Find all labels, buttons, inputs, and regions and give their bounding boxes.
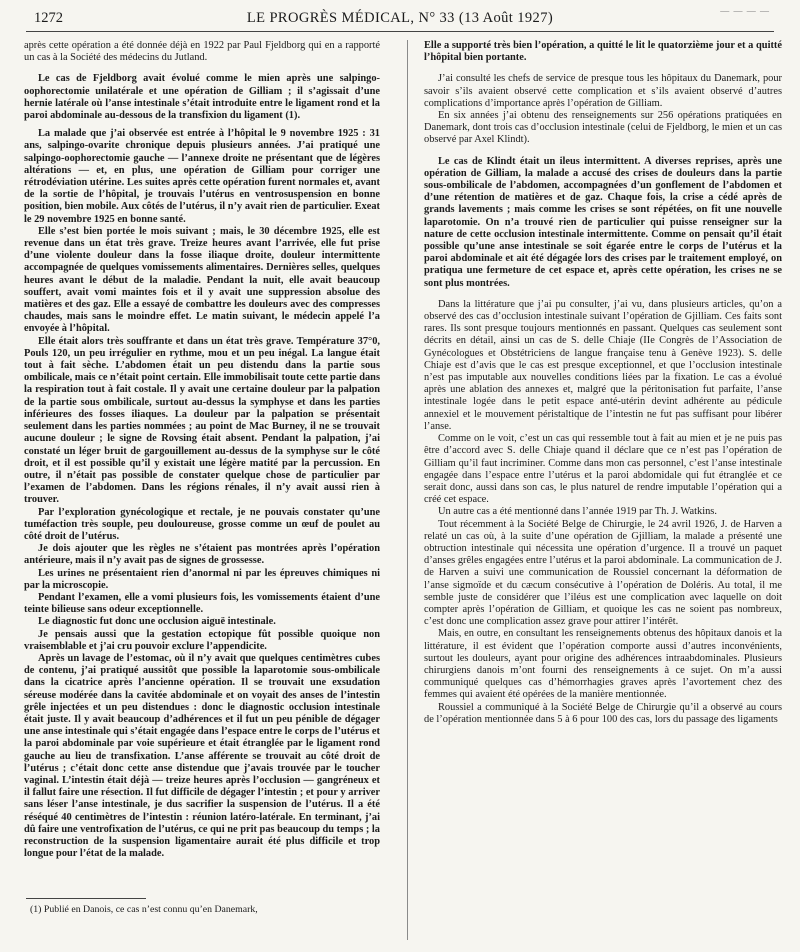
paragraph: Après un lavage de l’estomac, où il n’y avait que quelques centimètres cubes de contenu, j’ai pratiqué aussitôt que possible la laparotomie sous-ombilicale dans la cicatrice après l’ancienne opération. Il se trouvait une exsudation séreuse modérée dans la cavitée abdominale et on voyait des anses de l’intestin grêle injectées et un peu distendues : donc le diagnostic occlusion intestinale était juste. Il y avait beaucoup d’adhérences et il fut un peu pénible de dégager une anse intestinale qui s’était engagée dans l’espace entre le corps de l’utérus et la paroi abdominale par voie supérieure et était étranglée par le ligament rond gauche au lieu de transfixation. L’anse afférente se trouvait au côté droit de l’utérus ; c’était donc cette anse distendue que j’avais trouvée par le toucher vaginal. L’intestin était déjà — treize heures après l’occlusion — gangréneux et il fallut faire une résection. Il fut difficile de dégager l’intestin ; et pour y arriver sans léser l’anse intestinale, je dus sacrifier la suspension de l’utérus. Il a été réséqué 40 centimètres de l’intestin : réunion latéro-latérale. En terminant, j’ai dû faire une ventrofixation de l’utérus, ce qui ne prit pas beaucoup du temps ; la reconstruction de la suspension ligamentaire aurait été plus difficile et trop longue pour l’état de la malade. — [24, 652, 380, 860]
paragraph: Le cas de Klindt était un ileus intermittent. A diverses reprises, après une opération de Gilliam, la malade a accusé des crises de douleurs dans la partie sous-ombilicale de l’abdomen, accompagnées d’un gonflement de l’abdomen et d’une rétention de matières et de gaz. Chaque fois, la crise a cédé après de grands lavements ; mais comme les crises se sont répétées, on fit une nouvelle laparotomie. On n’a trouvé rien de particulier qui puisse renseigner sur la nature de cette occlusion intestinale intermittente. Comme on pensait qu’il était possible qu’une anse intestinale se soit égarée entre le corps de l’utérus et la paroi abdominale et ait été dégagée lors des crises par le traitement employé, on pratiqua une fermeture de cet espace et, après cette opération, les crises ne se sont plus montrées. — [424, 155, 782, 289]
paragraph: Elle était alors très souffrante et dans un état très grave. Température 37°0, Pouls 120, un peu irrégulier en rythme, mou et un peu inégal. La langue était tout à fait sèche. L’abdomen était un peu distendu dans la partie sous ombilicale, mais ce n’était point certain. Elle immobilisait toute cette partie dans la respiration tout à fait costale. Il y avait une certaine douleur par la palpation de la partie sous ombilicale, surtout au-dessus la symphyse et dans les parties inférieures des fosses iliaques. La douleur par la palpation se présentait seulement dans les parties nommées ; au point de Mac Burney, il ne se trouvait aucune douleur ; le signe de Rovsing était absent. Pendant la palpation, j’ai constaté un léger bruit de gargouillement au-dessus de la symphyse sur le côté droit, et il est possible qu’il y existait une légère matité par la percussion. En outre, il n’était pas possible de constater quelque chose de particulier par l’examen de l’abdomen. Dans les régions rénales, il n’y avait aussi rien à trouver. — [24, 335, 380, 506]
paragraph: En six années j’ai obtenu des renseignements sur 256 opérations pratiquées en Danemark, dont trois cas d’occlusion intestinale (celui de Fjeldborg, le mien et un cas observé par Axel Klindt). — [424, 110, 782, 146]
paragraph: Je dois ajouter que les règles ne s’étaient pas montrées après l’opération antérieure, mais il n’y avait pas de signes de grossesse. — [24, 543, 380, 567]
paragraph: Tout récemment à la Société Belge de Chirurgie, le 24 avril 1926, J. de Harven a relaté un cas où, à la suite d’une opération de Gjilliam, la malade a présenté une obtruction intestinale qui nécessita une opération d’urgence. Il a trouvé un paquet d’anses grêles engagées entre l’utérus et la paroi abdominale. La communication de J. de Harven a suivi une communication de Roussiel concernant la déformation de l’anse sigmoïde et du cæcum consécutive à l’opération de Doléris. Au total, il me semble juste de considérer que l’iléus est une complication avec laquelle on doit compter après l’opération de Gilliam, et quoique les cas ne soient pas nombreux, c’est donc une complication assez grave pour attirer l’intérêt. — [424, 518, 782, 628]
paragraph: Comme on le voit, c’est un cas qui ressemble tout à fait au mien et je ne puis pas être d’accord avec S. delle Chiaje quand il déclare que ce n’est pas l’opération de Gilliam qu’il faut incriminer. Comme dans mon cas personnel, c’est l’anse intestinale engagée dans l’espace entre l’utérus et la paroi abdomidale qui fut étranglée et ce serait donc, aussi dans son cas, le plus naturel de rendre imputable l’opération qui a créé cet espace. — [424, 433, 782, 506]
paragraph: Le diagnostic fut donc une occlusion aiguë intestinale. — [38, 616, 276, 628]
running-title: LE PROGRÈS MÉDICAL, N° 33 (13 Août 1927) — [246, 10, 554, 26]
footnote: (1) Publié en Danois, ce cas n’est connu qu’en Danemark, — [30, 904, 258, 915]
column-divider — [407, 40, 408, 940]
paragraph: après cette opération a été donnée déjà en 1922 par Paul Fjeldborg qui en a rapporté un cas à la Société des médecins du Jutland. — [24, 40, 380, 64]
left-column — [24, 40, 380, 948]
page-number: 1272 — [34, 10, 63, 26]
paragraph: Les urines ne présentaient rien d’anormal ni par les épreuves chimiques ni par la microscopie. — [24, 567, 380, 591]
paragraph: Dans la littérature que j’ai pu consulter, j’ai vu, dans plusieurs articles, qu’on a observé des cas d’occlusion intestinale suivant l’opération de Gjilliam. Ces faits sont rares. Ils sont presque toujours mentionnés en passant. Quelques cas seulement sont décrits en détail, ainsi un cas de S. delle Chiaje (IIe Congrès de l’Association de Gynécologues et Obstétriciens de langue française tenu à Genève 1923). S. delle Chiaje est d’avis que le cas est presque exceptionnel, et que l’occlusion intestinale n’est pas imputable aux nouvelles conditions liées par la fixation. Le cas a évolué après une ablation des annexes et, malgré que la péritonisation fut parfaite, l’anse intestinale logée dans le petit espace anté-utérin devint adhérente au pédicule annexiel et le mouvement péristaltique de l’intestin ne fut pas suffisant pour libérer l’anse. — [424, 298, 782, 432]
paragraph: Elle a supporté très bien l’opération, a quitté le lit le quatorzième jour et a quitté l’hôpital bien portante. — [424, 40, 782, 64]
paragraph: La malade que j’ai observée est entrée à l’hôpital le 9 novembre 1925 : 31 ans, salpingo-ovarite chronique depuis plusieurs années. J’ai pratiqué une salpingo-oophorectomie gauche — l’annexe droite ne présentant que de légères altérations — et, en plus, une opération de Gilliam pour corriger une rétrodéviation utérine. Les suites après cette opération furent normales et, avant de la sortie de l’hôpital, je trouvais l’utérus en ventrosuspension en bonne position, bien mobile. Aux côtés de l’utérus, il n’y avait rien de particulier. Exeat le 29 novembre 1925 en bonne santé. — [24, 128, 380, 225]
paragraph: Elle s’est bien portée le mois suivant ; mais, le 30 décembre 1925, elle est revenue dans un état très grave. Treize heures avant l’arrivée, elle fut prise d’une violente douleur dans la fosse iliaque droite, douleur intermittente accompagnée de quelques vomissements alimentaires. Dernières selles, quelques heures avant le début de la maladie. Pendant la nuit, elle avait beaucoup souffert, avait vomi maintes fois et il y avait une suppression absolue des matières et des gaz. Elle a essayé de combattre les douleurs avec des compresses chaudes, mais sans le moindre effet. Le matin suivant, le médecin appelé l’a envoyée à l’hôpital. — [24, 225, 380, 335]
paragraph: Pendant l’examen, elle a vomi plusieurs fois, les vomissements étaient d’une teinte bilieuse sans odeur exceptionnelle. — [24, 591, 380, 616]
paragraph: Un autre cas a été mentionné dans l’année 1919 par Th. J. Watkins. — [438, 506, 717, 518]
paragraph: J’ai consulté les chefs de service de presque tous les hôpitaux du Danemark, pour savoir s’ils avaient observé cette complication et s’ils avaient observé d’autres complications d’importance après l’opération de Gilliam. — [424, 73, 782, 109]
right-column — [424, 40, 782, 948]
paragraph: Je pensais aussi que la gestation ectopique fût possible quoique non vraisemblable et j’ai cru pouvoir exclure l’appendicite. — [24, 628, 380, 652]
paragraph: Roussiel a communiqué à la Société Belge de Chirurgie qu’il a observé au cours de l’opération mentionnée dans 5 à 6 pour 100 des cas, lors du passage des ligaments — [424, 701, 782, 725]
page-header — [26, 6, 774, 32]
paragraph: Par l’exploration gynécologique et rectale, je ne pouvais constater qu’une tuméfaction très souple, peu douloureuse, grosse comme un œuf de poulet au côté droit de l’utérus. — [24, 506, 380, 542]
paragraph: Le cas de Fjeldborg avait évolué comme le mien après une salpingo-oophorectomie unilatérale et une opération de Gilliam ; il s’agissait d’une hernie latérale où l’anse intestinale s’était introduite entre le ligament rond et la paroi abdominale au-dessous de la transfixion du ligament (1). — [24, 73, 380, 122]
top-mark: — — — — — [720, 6, 770, 16]
paragraph: Mais, en outre, en consultant les renseignements obtenus des hôpitaux danois et la littérature, il est évident que l’opération comporte aussi d’autres inconvénients, surtout les douleurs, ayant pour origine des adhérences intraabdominales. Plusieurs chirurgiens danois m’ont fourni des renseignements à ce sujet. On m’a aussi communiqué quelques cas d’hémorrhagies graves après l’avortement chez des femmes qui avaient été opérées de la manière mentionnée. — [424, 628, 782, 701]
footnote-rule — [26, 898, 146, 899]
